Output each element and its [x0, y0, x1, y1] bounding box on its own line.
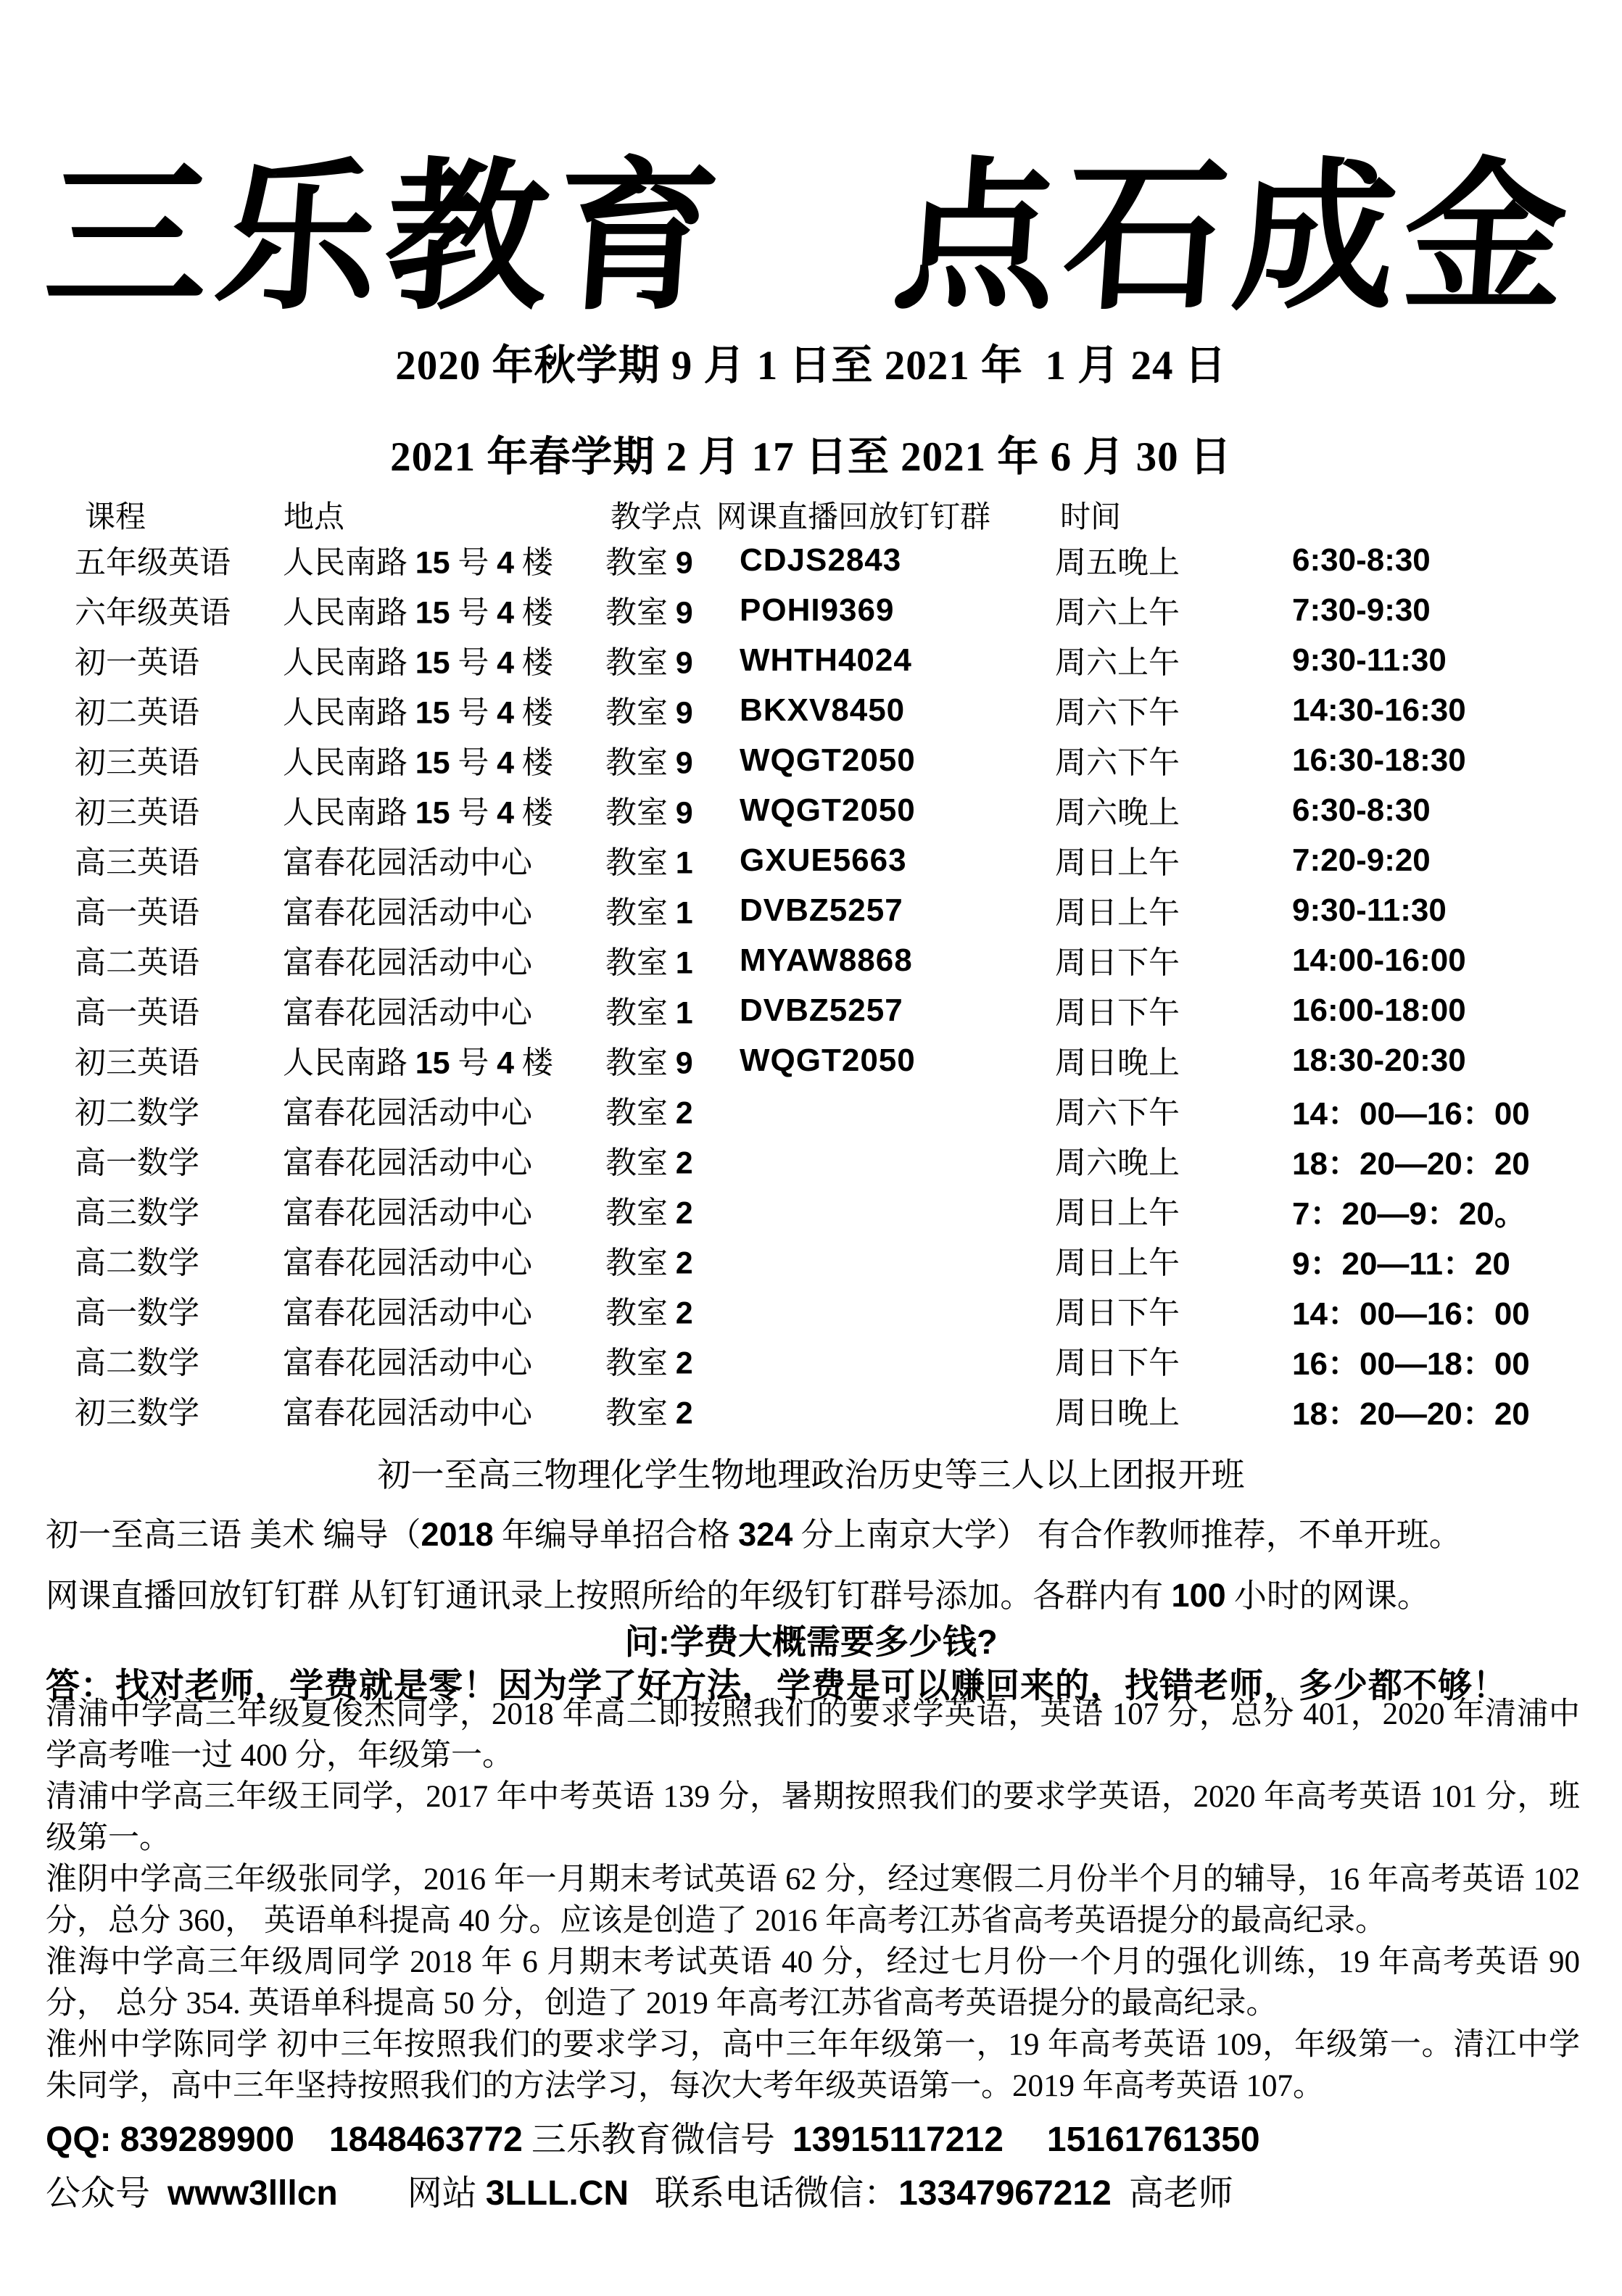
room-cell: 教室 2 — [605, 1346, 693, 1380]
time-cell: 14:00-16:00 — [1292, 942, 1466, 978]
header-time: 时间 — [1060, 501, 1122, 534]
day-cell: 周日上午 — [1055, 846, 1180, 880]
success-story: 清浦中学高三年级王同学，2017 年中考英语 139 分，暑期按照我们的要求学英语，2020 年高考英语 101 分，班级第一。 — [46, 1780, 1580, 1855]
header-room: 教学点 — [611, 501, 703, 534]
table-row — [0, 1335, 1622, 1385]
course-cell: 六年级英语 — [75, 596, 231, 630]
time-cell: 14：00—16：00 — [1292, 1296, 1530, 1332]
location-cell: 富春花园活动中心 — [283, 1296, 532, 1330]
room-cell: 教室 1 — [605, 945, 693, 980]
day-cell: 周六晚上 — [1055, 1146, 1180, 1180]
location-cell: 人民南路 15 号 4 楼 — [283, 595, 553, 630]
location-cell: 人民南路 15 号 4 楼 — [283, 795, 553, 830]
time-cell: 7:30-9:30 — [1292, 592, 1431, 628]
room-cell: 教室 1 — [605, 995, 693, 1030]
day-cell: 周日下午 — [1055, 946, 1180, 980]
course-cell: 初三英语 — [75, 1046, 199, 1080]
day-cell: 周六下午 — [1055, 746, 1180, 780]
time-cell: 7：20—9：20。 — [1292, 1195, 1526, 1232]
course-cell: 高二数学 — [75, 1346, 199, 1380]
table-row — [0, 1185, 1622, 1235]
dingtalk-group-cell: WQGT2050 — [740, 1042, 916, 1078]
room-cell: 教室 9 — [605, 695, 693, 730]
course-cell: 五年级英语 — [75, 546, 231, 580]
course-schedule-table — [0, 493, 1622, 1435]
location-cell: 富春花园活动中心 — [283, 1096, 532, 1130]
course-cell: 初三数学 — [75, 1396, 199, 1430]
room-cell: 教室 9 — [605, 1045, 693, 1080]
course-cell: 高一英语 — [75, 896, 199, 930]
time-cell: 16：00—18：00 — [1292, 1346, 1530, 1382]
day-cell: 周日下午 — [1055, 1296, 1180, 1330]
room-cell: 教室 9 — [605, 645, 693, 680]
room-cell: 教室 9 — [605, 745, 693, 780]
location-cell: 人民南路 15 号 4 楼 — [283, 645, 553, 680]
table-row — [0, 885, 1622, 935]
qq-contact-line: QQ: 839289900 1848463772 三乐教育微信号 13915117212 15161761350 — [46, 2121, 1260, 2159]
footer-contact-line: 公众号 www3lllcn 网站 3LLL.CN 联系电话微信：13347967212 高老师 — [46, 2174, 1233, 2213]
time-cell: 16:30-18:30 — [1292, 742, 1466, 778]
course-cell: 高一数学 — [75, 1296, 199, 1330]
success-story: 清浦中学高三年级夏俊杰同学，2018 年高二即按照我们的要求学英语，英语 107 分，总分 401，2020 年清浦中学高考唯一过 400 分，年级第一。 — [46, 1697, 1580, 1773]
table-row — [0, 785, 1622, 835]
day-cell: 周五晚上 — [1055, 546, 1180, 580]
location-cell: 人民南路 15 号 4 楼 — [283, 545, 553, 580]
header-location: 地点 — [284, 501, 345, 534]
room-cell: 教室 2 — [605, 1296, 693, 1330]
dingtalk-group-cell: DVBZ5257 — [740, 992, 903, 1028]
table-row — [0, 635, 1622, 685]
page-title: 三乐教育 点石成金 — [40, 141, 1581, 332]
room-cell: 教室 9 — [605, 545, 693, 580]
time-cell: 16:00-18:00 — [1292, 992, 1466, 1028]
course-cell: 初三英语 — [75, 746, 199, 780]
table-row — [0, 1135, 1622, 1185]
room-cell: 教室 9 — [605, 795, 693, 830]
dingtalk-group-cell: WQGT2050 — [740, 792, 916, 828]
dingtalk-group-cell: POHI9369 — [740, 592, 895, 628]
room-cell: 教室 1 — [605, 895, 693, 930]
table-row — [0, 585, 1622, 635]
course-cell: 初二数学 — [75, 1096, 199, 1130]
room-cell: 教室 2 — [605, 1396, 693, 1430]
time-cell: 18：20—20：20 — [1292, 1396, 1530, 1432]
table-row — [0, 1035, 1622, 1085]
day-cell: 周日下午 — [1055, 996, 1180, 1030]
dingtalk-group-cell: CDJS2843 — [740, 542, 902, 578]
table-row — [0, 735, 1622, 785]
day-cell: 周六晚上 — [1055, 796, 1180, 830]
location-cell: 富春花园活动中心 — [283, 996, 532, 1030]
table-row — [0, 1235, 1622, 1285]
time-cell: 6:30-8:30 — [1292, 792, 1431, 828]
day-cell: 周日上午 — [1055, 896, 1180, 930]
success-story: 淮州中学陈同学 初中三年按照我们的要求学习，高中三年年级第一，19 年高考英语 109，年级第一。清江中学朱同学，高中三年坚持按照我们的方法学习，每次大考年级英语第一。2019 年高考英语 107。 — [46, 2028, 1580, 2103]
success-stories — [46, 1694, 1580, 2107]
room-cell: 教室 2 — [605, 1195, 693, 1230]
dingtalk-group-cell: WQGT2050 — [740, 742, 916, 778]
table-row — [0, 1285, 1622, 1335]
course-cell: 高一英语 — [75, 996, 199, 1030]
dingtalk-group-cell: MYAW8868 — [740, 942, 913, 978]
course-cell: 初三英语 — [75, 796, 199, 830]
dingtalk-group-cell: WHTH4024 — [740, 642, 912, 678]
location-cell: 富春花园活动中心 — [283, 896, 532, 930]
course-cell: 高三数学 — [75, 1196, 199, 1230]
table-row — [0, 1385, 1622, 1435]
semester-line-fall: 2020 年秋学期 9 月 1 日至 2021 年 1 月 24 日 — [395, 343, 1227, 389]
time-cell: 9：20—11：20 — [1292, 1246, 1510, 1282]
time-cell: 14:30-16:30 — [1292, 692, 1466, 728]
table-row — [0, 685, 1622, 735]
course-cell: 初二英语 — [75, 696, 199, 730]
location-cell: 人民南路 15 号 4 楼 — [283, 745, 553, 780]
course-cell: 高一数学 — [75, 1146, 199, 1180]
room-cell: 教室 9 — [605, 595, 693, 630]
location-cell: 人民南路 15 号 4 楼 — [283, 1045, 553, 1080]
time-cell: 18：20—20：20 — [1292, 1145, 1530, 1182]
day-cell: 周六上午 — [1055, 596, 1180, 630]
room-cell: 教室 1 — [605, 845, 693, 880]
success-story: 淮阴中学高三年级张同学，2016 年一月期末考试英语 62 分，经过寒假二月份半个月的辅导，16 年高考英语 102 分，总分 360， 英语单科提高 40 分。应该是创造了 2016 年高考江苏省高考英语提分的最高纪录。 — [46, 1862, 1580, 1938]
time-cell: 6:30-8:30 — [1292, 542, 1431, 578]
table-row — [0, 985, 1622, 1035]
location-cell: 富春花园活动中心 — [283, 1246, 532, 1280]
time-cell: 9:30-11:30 — [1292, 642, 1447, 678]
table-row — [0, 835, 1622, 885]
day-cell: 周日上午 — [1055, 1196, 1180, 1230]
course-cell: 初一英语 — [75, 646, 199, 680]
day-cell: 周日晚上 — [1055, 1046, 1180, 1080]
tuition-answer: 答：找对老师，学费就是零！因为学了好方法，学费是可以赚回来的，找错老师，多少都不够！ — [46, 1666, 1507, 1704]
group-enroll-note: 初一至高三物理化学生物地理政治历史等三人以上团报开班 — [377, 1456, 1245, 1493]
location-cell: 人民南路 15 号 4 楼 — [283, 695, 553, 730]
dingtalk-group-cell: GXUE5663 — [740, 842, 907, 878]
location-cell: 富春花园活动中心 — [283, 1146, 532, 1180]
day-cell: 周六上午 — [1055, 646, 1180, 680]
dingtalk-group-cell: DVBZ5257 — [740, 892, 903, 928]
location-cell: 富春花园活动中心 — [283, 1196, 532, 1230]
time-cell: 18:30-20:30 — [1292, 1042, 1466, 1078]
location-cell: 富春花园活动中心 — [283, 1346, 532, 1380]
location-cell: 富春花园活动中心 — [283, 846, 532, 880]
dingtalk-group-cell: BKXV8450 — [740, 692, 906, 728]
time-cell: 9:30-11:30 — [1292, 892, 1447, 928]
location-cell: 富春花园活动中心 — [283, 1396, 532, 1430]
art-course-note: 初一至高三语 美术 编导（2018 年编导单招合格 324 分上南京大学） 有合作教师推荐，不单开班。 — [46, 1516, 1462, 1553]
dingtalk-note: 网课直播回放钉钉群 从钉钉通讯录上按照所给的年级钉钉群号添加。各群内有 100 小时的网课。 — [46, 1577, 1430, 1614]
table-row — [0, 535, 1622, 585]
course-cell: 高二英语 — [75, 946, 199, 980]
day-cell: 周日下午 — [1055, 1346, 1180, 1380]
header-dingtalk-group: 网课直播回放钉钉群 — [716, 501, 991, 534]
day-cell: 周日上午 — [1055, 1246, 1180, 1280]
semester-line-spring: 2021 年春学期 2 月 17 日至 2021 年 6 月 30 日 — [390, 434, 1232, 480]
day-cell: 周六下午 — [1055, 696, 1180, 730]
course-cell: 高二数学 — [75, 1246, 199, 1280]
table-row — [0, 935, 1622, 985]
room-cell: 教室 2 — [605, 1246, 693, 1280]
course-cell: 高三英语 — [75, 846, 199, 880]
location-cell: 富春花园活动中心 — [283, 946, 532, 980]
day-cell: 周六下午 — [1055, 1096, 1180, 1130]
tuition-question: 问:学费大概需要多少钱? — [624, 1622, 998, 1661]
header-course: 课程 — [85, 501, 146, 534]
success-story: 淮海中学高三年级周同学 2018 年 6 月期末考试英语 40 分，经过七月份一个月的强化训练，19 年高考英语 90 分， 总分 354. 英语单科提高 50 分，创造了 2019 年高考江苏省高考英语提分的最高纪录。 — [46, 1945, 1580, 2021]
room-cell: 教室 2 — [605, 1145, 693, 1180]
room-cell: 教室 2 — [605, 1095, 693, 1130]
time-cell: 14：00—16：00 — [1292, 1095, 1530, 1132]
table-header-row — [0, 493, 1622, 535]
table-row — [0, 1085, 1622, 1135]
time-cell: 7:20-9:20 — [1292, 842, 1431, 878]
table-body — [0, 535, 1622, 1435]
day-cell: 周日晚上 — [1055, 1396, 1180, 1430]
